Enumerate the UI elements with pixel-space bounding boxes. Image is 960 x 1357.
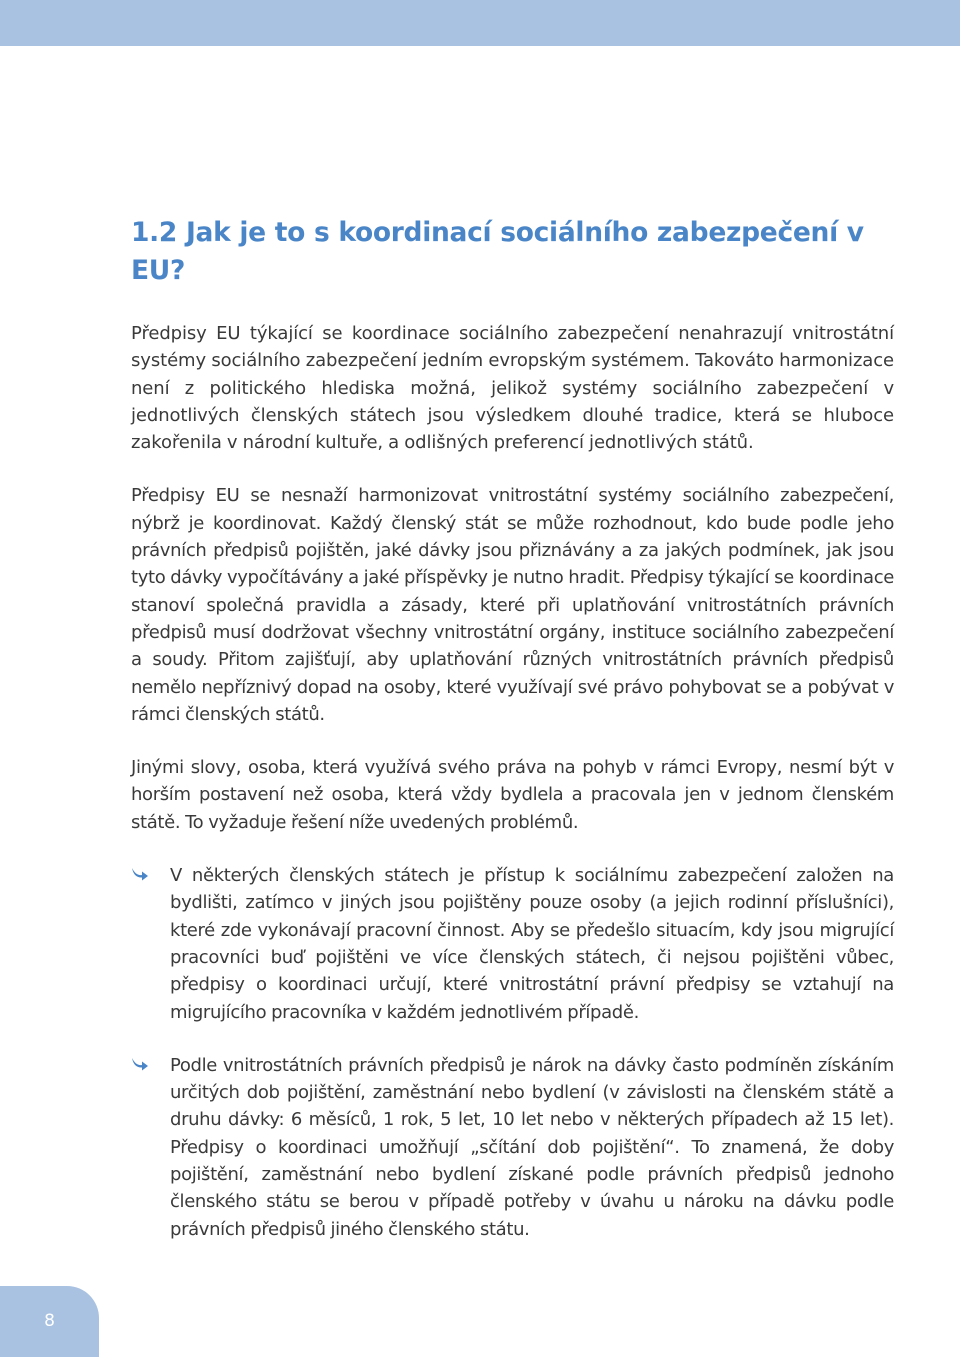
section-title: 1.2 Jak je to s koordinací sociálního zabezpečení v EU? (131, 217, 864, 286)
arrow-right-icon (131, 1055, 149, 1071)
paragraph-intro: Předpisy EU týkající se koordinace sociálního zabezpečení nenahrazují vnitrostátní systémy sociálního zabezpečení jedním evropským systémem. Takováto harmonizace není z politického hlediska možná, jelikož systémy sociálního zabezpečení v jednotlivých členských státech jsou výsledkem dlouhé tradice, která se hluboce zakořenila v národní kultuře, a odlišných preferencí jednotlivých států. (131, 323, 894, 454)
bullet-item-residence (131, 862, 894, 1026)
paragraph-summary: Jinými slovy, osoba, která využívá svého práva na pohyb v rámci Evropy, nesmí být v horším postavení než osoba, která vždy bydlela a pracovala jen v jednom členském státě. To vyžaduje řešení níže uvedených problémů. (131, 757, 894, 833)
bullet-text: V některých členských státech je přístup k sociálnímu zabezpečení založen na bydlišti, zatímco v jiných jsou pojištěny pouze osoby (a jejich rodinní příslušníci), které zde vykonávají pracovní činnost. Aby se předešlo situacím, kdy jsou migrující pracovníci buď pojištěni ve více členských státech, či nejsou pojištěni vůbec, předpisy o koordinaci určují, které vnitrostátní právní předpisy se vztahují na migrujícího pracovníka v každém jednotlivém případě. (170, 865, 894, 1023)
paragraph-coordination: Předpisy EU se nesnaží harmonizovat vnitrostátní systémy sociálního zabezpečení, nýbrž je koordinovat. Každý členský stát se může rozhodnout, kdo bude podle jeho právních předpisů pojištěn, jaké dávky jsou přiznávány a za jakých podmínek, jak jsou tyto dávky vypočítávány a jaké příspěvky je nutno hradit. Předpisy týkající se koordinace stanoví společná pravidla a zásady, které při uplatňování vnitrostátních právních předpisů musí dodržovat všechny vnitrostátní orgány, instituce sociálního zabezpečení a soudy. Přitom zajišťují, aby uplatňování různých vnitrostátních právních předpisů nemělo nepříznivý dopad na osoby, které využívají své právo pohybovat se a pobývat v rámci členských států. (131, 485, 894, 725)
bullet-text: Podle vnitrostátních právních předpisů je nárok na dávky často podmíněn získáním určitých dob pojištění, zaměstnání nebo bydlení (v závislosti na členském státě a druhu dávky: 6 měsíců, 1 rok, 5 let, 10 let nebo v některých případech až 15 let). Předpisy o koordinaci umožňují „sčítání dob pojištění“. To znamená, že doby pojištění, zaměstnání nebo bydlení získané podle právních předpisů jednoho členského státu se berou v případě potřeby v úvahu u nároku na dávku podle právních předpisů jiného členského státu. (170, 1054, 894, 1240)
page-number: 8 (44, 1311, 55, 1331)
page-number-tab (0, 1286, 99, 1357)
page-content (131, 214, 894, 1269)
bullet-item-aggregation (131, 1052, 894, 1243)
header-color-band (0, 0, 960, 46)
arrow-right-icon (131, 865, 149, 881)
